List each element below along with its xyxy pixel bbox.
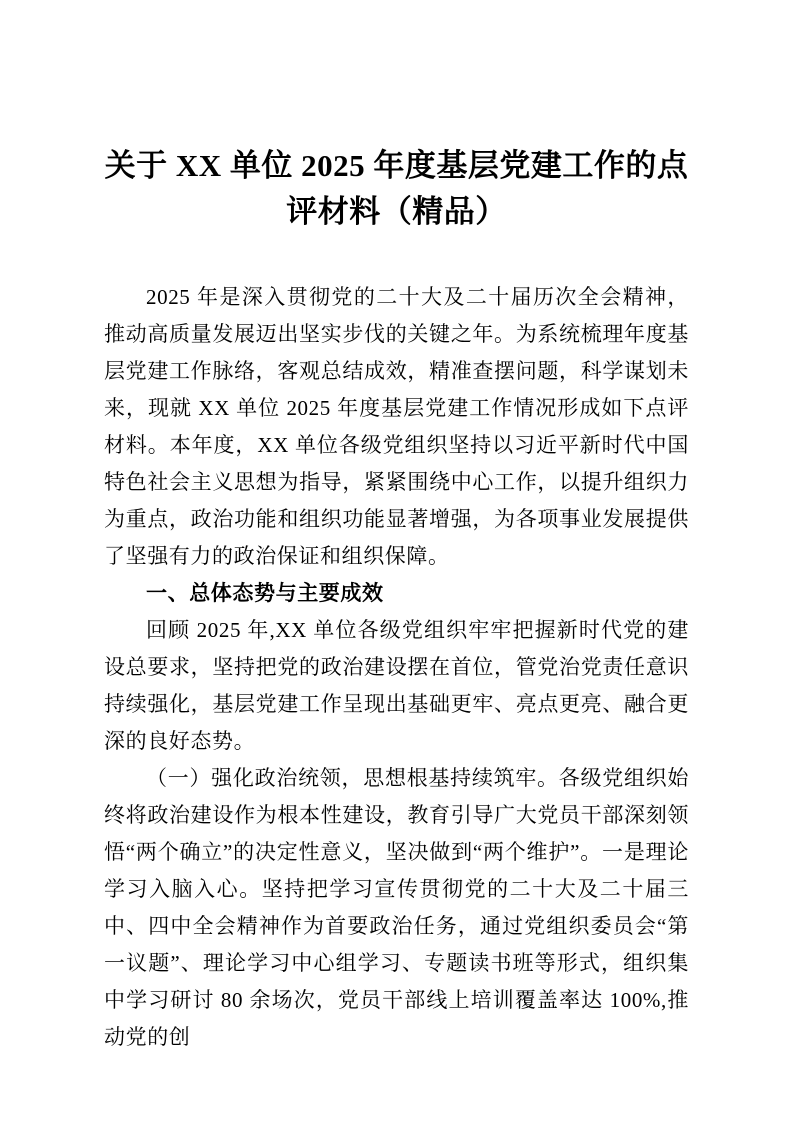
document-title-line-1: 关于 XX 单位 2025 年度基层党建工作的点 (104, 148, 689, 183)
document-title (104, 143, 689, 235)
document-title-line-2: 评材料（精品） (286, 194, 507, 229)
paragraph-intro: 2025 年是深入贯彻党的二十大及二十届历次全会精神，推动高质量发展迈出坚实步伐的关键之年。为系统梳理年度基层党建工作脉络，客观总结成效，精准查摆问题，科学谋划未来，现就 XX 单位 2025 年度基层党建工作情况形成如下点评材料。本年度，XX 单位各级党组织坚持以习近平新时代中国特色社会主义思想为指导，紧紧围绕中心工作，以提升组织力为重点，政治功能和组织功能显著增强，为各项事业发展提供了坚强有力的政治保证和组织保障。 (104, 285, 689, 568)
paragraph-overview: 回顾 2025 年,XX 单位各级党组织牢牢把握新时代党的建设总要求，坚持把党的政治建设摆在首位，管党治党责任意识持续强化，基层党建工作呈现出基础更牢、亮点更亮、融合更深的良好态势。 (104, 618, 689, 753)
paragraph-point-1: （一）强化政治统领，思想根基持续筑牢。各级党组织始终将政治建设作为根本性建设，教育引导广大党员干部深刻领悟“两个确立”的决定性意义，坚决做到“两个维护”。一是理论学习入脑入心。坚持把学习宣传贯彻党的二十大及二十届三中、四中全会精神作为首要政治任务，通过党组织委员会“第一议题”、理论学习中心组学习、专题读书班等形式，组织集中学习研讨 80 余场次，党员干部线上培训覆盖率达 100%,推动党的创 (104, 766, 689, 1049)
section-heading-1: 一、总体态势与主要成效 (146, 581, 384, 605)
document-body (104, 279, 689, 1056)
